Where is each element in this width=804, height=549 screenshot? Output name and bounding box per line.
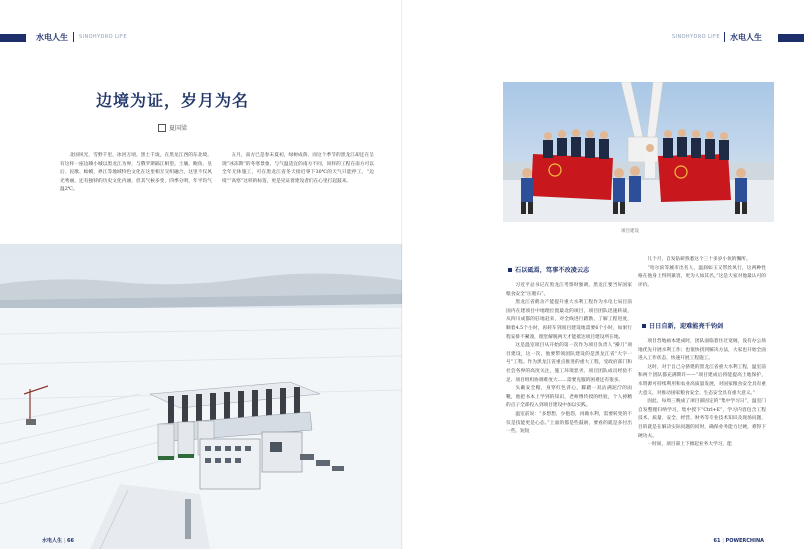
book-spine [401,0,403,549]
header-separator [73,32,74,42]
paragraph: 北国风光，雪野千里，冰河万顷。黑土千垅，在黑龙江西的东北境，有这样一座边陲小城以黑龙江为界，与俄罗斯隔江相望。土壤，鲍鱼、皇后、民歌、蛤蟆，界江等地域特色文化在这里相互交织融合，这里不仅风光秀丽，还有独特的历史文化内涵，但其气候多变，四季分明，年平均气温2℃。 [60,153,212,193]
construction-site-illustration [0,244,402,549]
paragraph: 项目营地画本建成时，团队面临着住过宽阔，没有办公场地优先开展水利工作；也很快找到解决方法，大家也开始全面进入工作状态，快速开展工程施工。 [638,339,766,362]
author-box-icon [158,124,166,132]
article-author: 夏国梁 [169,125,188,132]
paragraph: 五月，南方已是春末夏初，绿树成荫，而这个季节的黑龙江却还在呈现“冰冻期”的冬寒景象，与气温适宜的南方不同，同样的工程在南方可以全年无休施工，可在黑龙江省冬天接近零下30℃的天气只能停工，“边境”“高寒”这样的标签，更是见证着建设者们在心里打起鼓来。 [222,153,374,184]
snowy-construction-site-photo [0,244,402,549]
article-column-2 [222,152,374,186]
paragraph: 这是温室项目从开始的第一次作为项目负责人“操刀”项目建设，这一次，他要带领团队建设的是黑龙江省“大字一号”工程。作为黑龙江省重点推进的重大工程，受政府部门和社会各界的高度关注，施工环境恶劣、项目团队成员经验不足、项目组织协调难度大……需要克服的困难还有很多。 [506,343,632,383]
footer-brand: 水电人生 [42,538,63,544]
paragraph: 因此，每周三晚成了项目部固定的“集中学习日”，温室门自发整理归纳学习，集中授下“Ctrl+E”，学习内容包含工程技术、质量、安全、经营、财务等专业技术知识及现场问题，目的就是在解决实际问题的同时，确保业务能力过硬，难得下硬功夫。 [638,399,766,439]
right-column-2-bottom [638,338,766,450]
paragraph: 这时，对于自己分挤建的黑龙江省重大水利工程，温室前和两个团队都充满期许——“项目建成后将能提高土地保护，水资源可持续利用和农业高质量发展，对国家粮食安全具有重大意义，对推动国家粮食安全、生态安全具有重大意义。” [638,364,766,396]
section-title: 水电人生 [730,33,762,42]
paragraph: “哈尔滨等城市出名人，温润如玉又带丝风行，这两种性格在他身上得到兼容，更为人如其名。”这是大家对他最认可的评价。 [638,265,766,288]
footer-left: 水电人生 | 66 [42,538,75,544]
right-column-1 [506,282,632,437]
footer-brand: POWERCHINA [725,538,764,544]
footer-right: 61 | POWERCHINA [713,538,764,544]
section-bullet-icon [642,324,646,328]
team-photo-illustration [503,82,774,222]
page-number: 61 [713,538,721,544]
section-heading-1: 石以砥焉，笃事不改凌云志 [515,267,590,274]
paragraph: 温室前说：“多想想，少抱怨，再做水利，需要转变的不仅是技能更是心态。”上面的都是些鼓励，要看的就是多付出一些。短短 [506,411,632,435]
paragraph: 几个月，自发钻研熟悉这个三十多岁小伙的懈所。 [647,257,751,262]
team-group-photo [503,82,774,222]
paragraph: 习近平总书记在黑龙江考察时强调，黑龙江要当好国家粮食安全“压舱石”。 [506,283,632,297]
right-column-2-top [638,256,766,290]
header-accent-bar [778,34,804,42]
section-title: 水电人生 [36,33,68,42]
header-accent-bar [0,34,26,42]
photo-caption: 项目建设 [621,229,639,234]
article-column-1 [60,152,212,195]
header-separator [724,32,725,42]
section-bullet-icon [508,268,512,272]
page-number: 66 [67,538,75,544]
article-title: 边境为证，岁月为名 [96,91,250,110]
section-heading-2: 日日自新，迎难能亮千钧剑 [649,323,724,330]
section-subtitle: SINOHYDRO LIFE [672,34,720,40]
right-page [402,0,804,549]
section-subtitle: SINOHYDRO LIFE [79,34,127,40]
paragraph: 黑龙江省鹤舍产能提升重大水利工程作为水电七局目前国内在建项目中地理位置最北的项目，项目团队迅速转战，从四川成都的驻地赶来，对全线进行踏勘，了解工程进度，顺着4.5个小时，再转车到项目建设地需要6个小时，如果行程安排不紧凑，理堂解脱两天才能抵达项目建设所在地。 [506,300,632,340]
paragraph: 一时间，项目部上下掀起业务大学习，能 [647,442,732,448]
paragraph: 头戴安全帽，身穿红色背心，脚踏一双沾满泥泞的雨靴，他把书本上学到的知识，老师傅传授的经验，个人掉精的点子全部投入到项目建设中加以实践。 [506,386,632,409]
